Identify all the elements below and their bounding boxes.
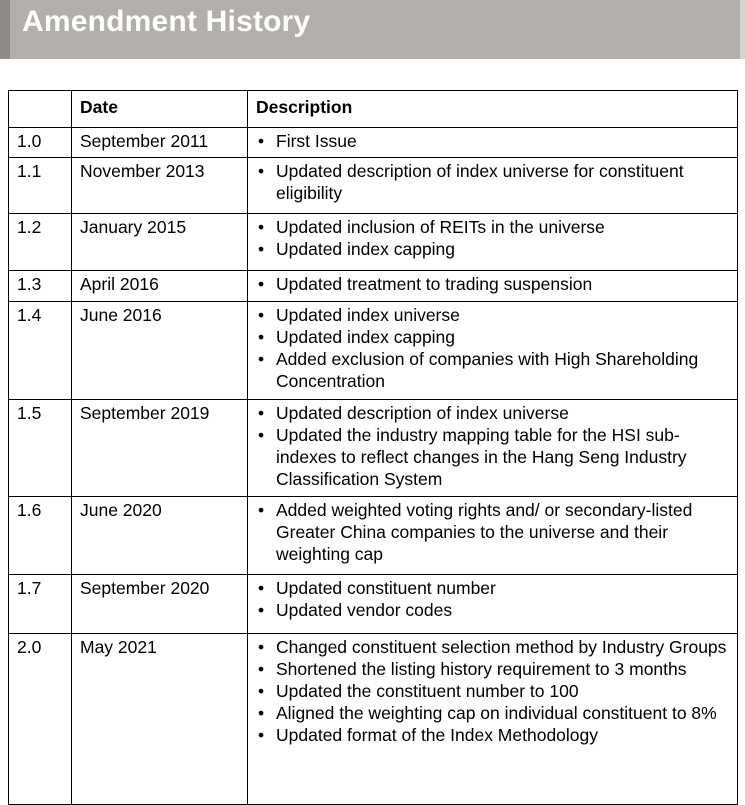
description-item: • Updated treatment to trading suspension: [256, 273, 729, 295]
version-cell: 1.7: [9, 575, 72, 634]
version-cell: 1.3: [9, 271, 72, 302]
description-item: • Updated format of the Index Methodology: [256, 724, 729, 746]
column-header-version: [9, 91, 72, 128]
description-cell: [248, 158, 738, 214]
description-list: [256, 402, 729, 490]
table-row: [9, 575, 738, 634]
description-item: • Added exclusion of companies with High Shareholding Concentration: [256, 348, 729, 392]
column-header-description: Description: [248, 91, 738, 128]
amendment-history-table: [8, 90, 738, 805]
description-item: • Updated constituent number: [256, 577, 729, 599]
description-list: [256, 160, 729, 204]
table-row: [9, 158, 738, 214]
table-row: [9, 302, 738, 400]
description-cell: [248, 634, 738, 805]
table-row: [9, 400, 738, 497]
date-cell: January 2015: [72, 214, 248, 271]
description-list: [256, 130, 729, 152]
description-list: [256, 577, 729, 621]
description-list: [256, 304, 729, 392]
version-cell: 1.4: [9, 302, 72, 400]
description-list: [256, 216, 729, 260]
description-cell: [248, 302, 738, 400]
description-item: • Updated description of index universe: [256, 402, 729, 424]
version-cell: 1.6: [9, 497, 72, 575]
description-cell: [248, 497, 738, 575]
description-list: [256, 636, 729, 746]
description-cell: [248, 214, 738, 271]
header-left-strip: [0, 0, 10, 59]
table-row: [9, 128, 738, 158]
description-list: [256, 499, 729, 565]
table-row: [9, 634, 738, 805]
description-item: • Updated the constituent number to 100: [256, 680, 729, 702]
description-cell: [248, 128, 738, 158]
version-cell: 1.5: [9, 400, 72, 497]
description-item: • Updated vendor codes: [256, 599, 729, 621]
description-item: • Shortened the listing history requirement to 3 months: [256, 658, 729, 680]
version-cell: 1.2: [9, 214, 72, 271]
column-header-date: Date: [72, 91, 248, 128]
description-item: • First Issue: [256, 130, 729, 152]
description-item: • Updated index capping: [256, 326, 729, 348]
description-item: • Updated the industry mapping table for the HSI sub-indexes to reflect changes in the Hang Seng Industry Classification System: [256, 424, 729, 490]
description-item: • Updated description of index universe for constituent eligibility: [256, 160, 729, 204]
date-cell: September 2011: [72, 128, 248, 158]
description-cell: [248, 400, 738, 497]
description-list: [256, 273, 729, 295]
description-cell: [248, 271, 738, 302]
version-cell: 1.0: [9, 128, 72, 158]
date-cell: September 2019: [72, 400, 248, 497]
table-header-row: [9, 91, 738, 128]
description-item: • Added weighted voting rights and/ or secondary-listed Greater China companies to the universe and their weighting cap: [256, 499, 729, 565]
date-cell: May 2021: [72, 634, 248, 805]
version-cell: 2.0: [9, 634, 72, 805]
description-item: • Updated index capping: [256, 238, 729, 260]
date-cell: June 2020: [72, 497, 248, 575]
header-right-strip: [740, 0, 745, 59]
date-cell: September 2020: [72, 575, 248, 634]
description-item: • Updated index universe: [256, 304, 729, 326]
version-cell: 1.1: [9, 158, 72, 214]
description-item: • Aligned the weighting cap on individual constituent to 8%: [256, 702, 729, 724]
description-cell: [248, 575, 738, 634]
section-header-bar: [0, 0, 745, 59]
section-title: Amendment History: [22, 5, 311, 38]
date-cell: November 2013: [72, 158, 248, 214]
description-item: • Updated inclusion of REITs in the universe: [256, 216, 729, 238]
description-item: • Changed constituent selection method by Industry Groups: [256, 636, 729, 658]
date-cell: June 2016: [72, 302, 248, 400]
table-row: [9, 214, 738, 271]
table-row: [9, 271, 738, 302]
table-row: [9, 497, 738, 575]
date-cell: April 2016: [72, 271, 248, 302]
